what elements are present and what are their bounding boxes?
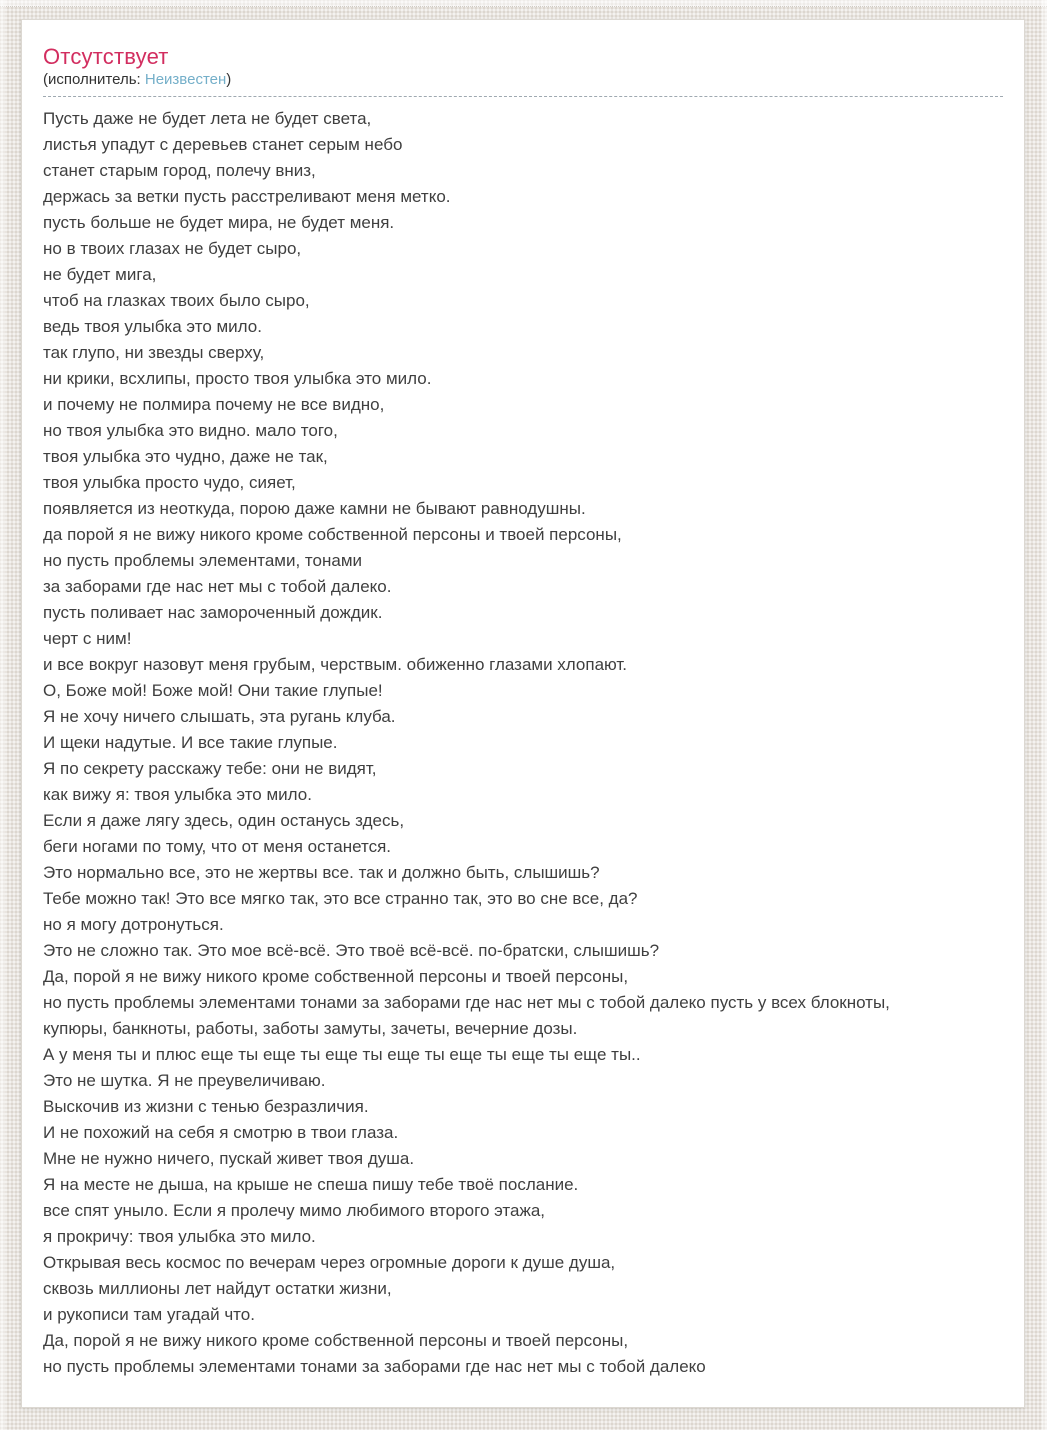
lyric-line: купюры, банкноты, работы, заботы замуты, зачеты, вечерние дозы.	[43, 1019, 578, 1038]
lyric-line: ни крики, всхлипы, просто твоя улыбка это мило.	[43, 369, 432, 388]
artist-label-prefix: (исполнитель:	[43, 71, 145, 88]
lyric-line: но в твоих глазах не будет сыро,	[43, 239, 302, 258]
lyric-line: сквозь миллионы лет найдут остатки жизни,	[43, 1279, 392, 1298]
song-header	[43, 44, 1003, 97]
lyric-line: но пусть проблемы элементами тонами за заборами где нас нет мы с тобой далеко	[43, 1357, 706, 1376]
lyric-line: но я могу дотронуться.	[43, 915, 224, 934]
lyric-line: ведь твоя улыбка это мило.	[43, 317, 262, 336]
lyric-line: Это нормально все, это не жертвы все. так и должно быть, слышишь?	[43, 863, 600, 882]
lyric-line: Тебе можно так! Это все мягко так, это все странно так, это во сне все, да?	[43, 889, 638, 908]
lyric-line: твоя улыбка это чудно, даже не так,	[43, 447, 328, 466]
lyric-line: Это не сложно так. Это мое всё-всё. Это твоё всё-всё. по-братски, слышишь?	[43, 941, 660, 960]
top-edge-strip	[0, 0, 1047, 7]
lyric-line: но пусть проблемы элементами тонами за заборами где нас нет мы с тобой далеко пусть у всех блокноты,	[43, 993, 890, 1012]
lyric-line: и все вокруг назовут меня грубым, черствым. обиженно глазами хлопают.	[43, 655, 628, 674]
lyric-line: Я на месте не дыша, на крыше не спеша пишу тебе твоё послание.	[43, 1175, 579, 1194]
lyric-line: И щеки надутые. И все такие глупые.	[43, 733, 338, 752]
lyric-line: пусть поливает нас замороченный дождик.	[43, 603, 383, 622]
lyric-line: Да, порой я не вижу никого кроме собственной персоны и твоей персоны,	[43, 967, 629, 986]
lyrics-block	[43, 106, 1003, 1380]
lyrics-card	[21, 19, 1025, 1408]
left-edge-strip	[0, 0, 5, 1430]
lyric-line: и рукописи там угадай что.	[43, 1305, 255, 1324]
lyric-line: но пусть проблемы элементами, тонами	[43, 551, 362, 570]
lyric-line: за заборами где нас нет мы с тобой далеко.	[43, 577, 392, 596]
lyric-line: все спят уныло. Если я пролечу мимо любимого второго этажа,	[43, 1201, 546, 1220]
lyric-line: чтоб на глазках твоих было сыро,	[43, 291, 310, 310]
lyric-line: черт с ним!	[43, 629, 132, 648]
artist-line	[43, 70, 1003, 90]
lyric-line: и почему не полмира почему не все видно,	[43, 395, 385, 414]
lyric-line: станет старым город, полечу вниз,	[43, 161, 316, 180]
lyric-line: но твоя улыбка это видно. мало того,	[43, 421, 338, 440]
lyric-line: твоя улыбка просто чудо, сияет,	[43, 473, 296, 492]
lyric-line: Да, порой я не вижу никого кроме собственной персоны и твоей персоны,	[43, 1331, 629, 1350]
lyric-line: И не похожий на себя я смотрю в твои глаза.	[43, 1123, 399, 1142]
artist-label-suffix: )	[226, 71, 232, 88]
lyric-line: Если я даже лягу здесь, один останусь здесь,	[43, 811, 405, 830]
right-edge-strip	[1042, 0, 1047, 1430]
lyric-line: Пусть даже не будет лета не будет света,	[43, 109, 372, 128]
lyric-line: Я не хочу ничего слышать, эта ругань клуба.	[43, 707, 396, 726]
lyric-line: пусть больше не будет мира, не будет меня.	[43, 213, 395, 232]
lyric-line: держась за ветки пусть расстреливают меня метко.	[43, 187, 451, 206]
lyric-line: так глупо, ни звезды сверху,	[43, 343, 265, 362]
lyric-line: беги ногами по тому, что от меня останется.	[43, 837, 391, 856]
lyric-line: как вижу я: твоя улыбка это мило.	[43, 785, 312, 804]
lyric-line: да порой я не вижу никого кроме собственной персоны и твоей персоны,	[43, 525, 622, 544]
lyric-line: Мне не нужно ничего, пускай живет твоя душа.	[43, 1149, 415, 1168]
artist-link[interactable]: Неизвестен	[144, 71, 227, 88]
lyric-line: Выскочив из жизни с тенью безразличия.	[43, 1097, 369, 1116]
lyric-line: появляется из неоткуда, порою даже камни не бывают равнодушны.	[43, 499, 586, 518]
lyric-line: Я по секрету расскажу тебе: они не видят,	[43, 759, 377, 778]
lyric-line: Это не шутка. Я не преувеличиваю.	[43, 1071, 326, 1090]
lyric-line: А у меня ты и плюс еще ты еще ты еще ты еще ты еще ты еще ты еще ты..	[43, 1045, 641, 1064]
page-title: Отсутствует	[43, 44, 169, 69]
lyric-line: О, Боже мой! Боже мой! Они такие глупые!	[43, 681, 383, 700]
lyric-line: я прокричу: твоя улыбка это мило.	[43, 1227, 316, 1246]
lyric-line: не будет мига,	[43, 265, 157, 284]
lyric-line: листья упадут с деревьев станет серым небо	[43, 135, 403, 154]
lyric-line: Открывая весь космос по вечерам через огромные дороги к душе душа,	[43, 1253, 616, 1272]
